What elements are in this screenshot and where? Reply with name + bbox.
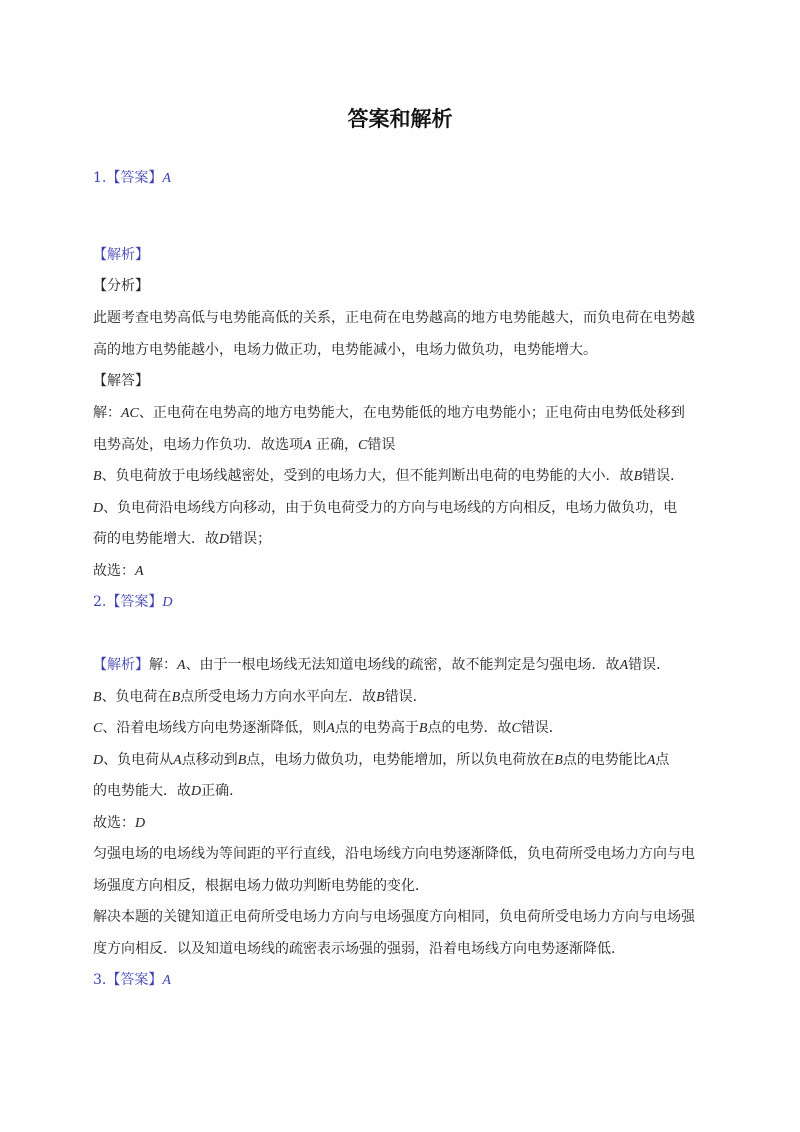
text: 点移动到 — [181, 752, 238, 768]
q2-solution-line-3 — [93, 718, 713, 739]
q3-answer — [93, 970, 713, 991]
text: 点的电势高于 — [334, 720, 419, 736]
text: 、负电荷沿电场线方向移动，由于负电荷受力的方向与电场线的方向相反，电场力做负功，电 — [103, 500, 678, 516]
q2-solution-line-4 — [93, 750, 713, 771]
option-letter: C — [511, 721, 521, 736]
option-letter: C — [358, 438, 368, 453]
q3-answer-value: A — [162, 973, 171, 988]
option-letter: D — [191, 784, 202, 799]
option-letter: D — [93, 753, 104, 768]
q1-solution-line-3 — [93, 466, 713, 487]
q2-solution-line-2 — [93, 687, 713, 708]
point-letter: B — [418, 721, 428, 736]
q2-answer — [93, 592, 713, 613]
text: 故选： — [93, 563, 135, 579]
option-letter: B — [633, 469, 643, 484]
text: 错误． — [520, 720, 563, 736]
point-letter: B — [237, 753, 247, 768]
point-letter: A — [326, 721, 335, 736]
text: 错误． — [384, 689, 427, 705]
text: 、正电荷在电势高的地方电势能大，在电势能低的地方电势能小；正电荷由电势低处移到 — [138, 405, 685, 421]
q1-jieda-heading: 【解答】 — [93, 373, 149, 389]
option-letter: D — [135, 816, 146, 831]
point-letter: A — [646, 753, 656, 768]
option-letter: D — [93, 501, 104, 516]
q1-answer-value: A — [162, 171, 171, 186]
q1-analysis-line-1: 此题考查电势高低与电势能高低的关系，正电荷在电势越高的地方电势能越大，而负电荷在电势越 — [93, 310, 695, 326]
text: 正确， — [311, 437, 359, 453]
text: 点，电场力做负功，电势能增加，所以负电荷放在 — [246, 752, 555, 768]
q1-answer-label: 1.【答案】 — [93, 170, 163, 186]
q1-analysis-line-2: 高的地方电势能越小，电场力做正功，电势能减小，电场力做负功，电势能增大。 — [93, 342, 597, 358]
point-letter: B — [171, 690, 181, 705]
option-letter: D — [219, 532, 230, 547]
q1-fenxi-heading: 【分析】 — [93, 278, 149, 294]
text: 、由于一根电场线无法知道电场线的疏密，故不能判定是匀强电场．故 — [185, 657, 620, 673]
option-letter: B — [93, 469, 102, 484]
page-title: 答案和解析 — [347, 107, 453, 131]
q2-solution-line-1 — [93, 655, 713, 676]
q2-solution-line-5 — [93, 781, 713, 802]
text: 荷的电势能增大．故 — [93, 531, 219, 547]
text: 错误 — [367, 437, 396, 453]
text: 解： — [149, 657, 177, 673]
q2-answer-label: 2.【答案】 — [93, 594, 163, 610]
q2-summary-line-2: 场强度方向相反，根据电场力做功判断电势能的变化． — [93, 878, 429, 894]
q2-key-line-2: 度方向相反．以及知道电场线的疏密表示场强的强弱，沿着电场线方向电势逐渐降低． — [93, 941, 625, 957]
text: 的电势能大．故 — [93, 783, 191, 799]
text: 点的电势．故 — [427, 720, 512, 736]
text: 电势高处，电场力作负功．故选项 — [93, 437, 303, 453]
q1-solution-line-2 — [93, 435, 713, 456]
option-letter: A — [135, 564, 144, 579]
q1-choice — [93, 561, 713, 582]
text: 点的电势能比 — [562, 752, 647, 768]
option-letter: A — [303, 438, 312, 453]
q1-solution-line-5 — [93, 529, 713, 550]
text: 正确． — [201, 783, 244, 799]
q2-summary-line-1: 匀强电场的电场线为等间距的平行直线，沿电场线方向电势逐渐降低，负电荷所受电场力方向与电 — [93, 846, 695, 862]
text: 、沿着电场线方向电势逐渐降低，则 — [102, 720, 327, 736]
option-letter: A — [619, 658, 629, 673]
text: 、负电荷在 — [101, 689, 172, 705]
option-letter: A — [177, 658, 186, 673]
text: 错误； — [229, 531, 272, 547]
q2-jiexi-heading: 【解析】 — [93, 657, 149, 673]
text: 解： — [93, 405, 121, 421]
q1-solution-line-1 — [93, 403, 713, 424]
q2-choice — [93, 813, 713, 834]
text: 、负电荷从 — [103, 752, 174, 768]
q1-answer — [93, 168, 713, 189]
text: 、负电荷放于电场线越密处，受到的电场力大，但不能判断出电荷的电势能的大小．故 — [101, 468, 634, 484]
q2-key-line-1: 解决本题的关键知道正电荷所受电场力方向与电场强度方向相同，负电荷所受电场力方向与电场强 — [93, 909, 695, 925]
option-letter: AC — [121, 406, 139, 421]
text: 故选： — [93, 815, 135, 831]
q2-answer-value: D — [162, 595, 173, 610]
option-letter: B — [93, 690, 102, 705]
q1-jiexi-heading: 【解析】 — [93, 247, 149, 263]
point-letter: A — [173, 753, 182, 768]
option-letter: B — [376, 690, 385, 705]
option-letter: C — [93, 721, 103, 736]
text: 错误． — [642, 468, 685, 484]
text: 点所受电场力方向水平向左．故 — [180, 689, 377, 705]
text: 点 — [655, 752, 670, 768]
text: 错误． — [628, 657, 671, 673]
q3-answer-label: 3.【答案】 — [93, 972, 163, 988]
point-letter: B — [554, 753, 563, 768]
q1-solution-line-4 — [93, 498, 713, 519]
